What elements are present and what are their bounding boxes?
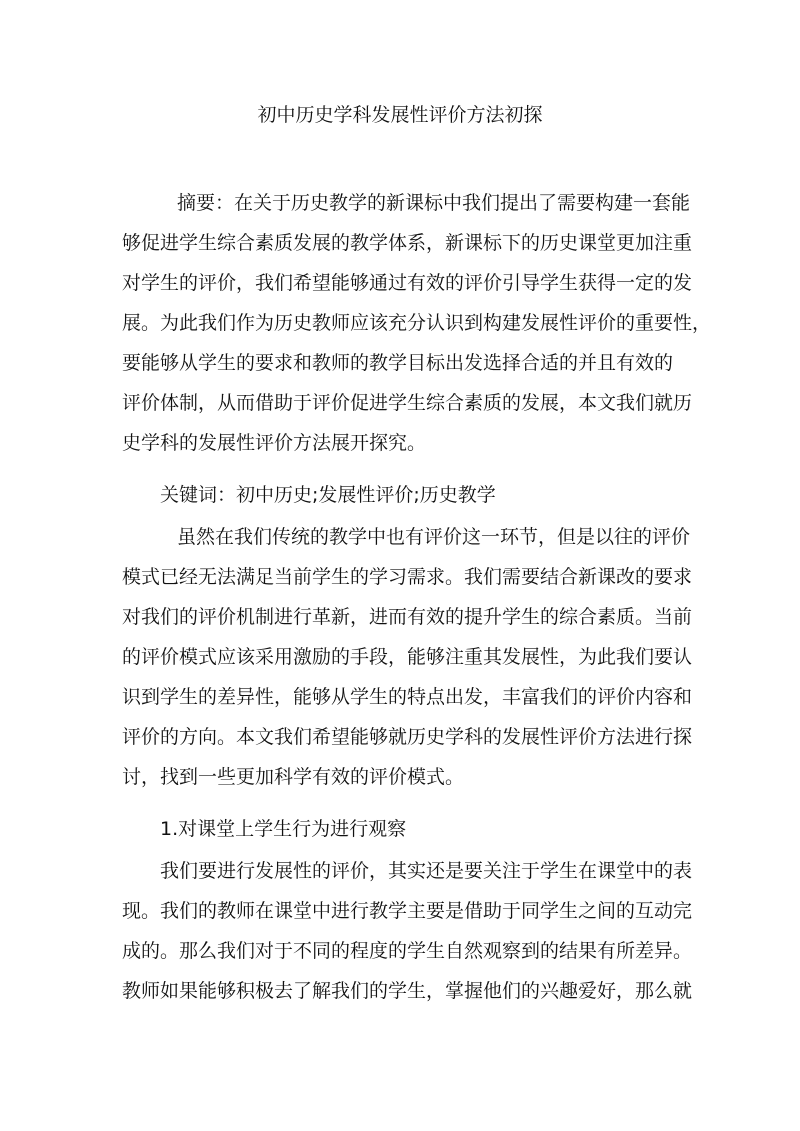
section-heading: 1.对课堂上学生行为进行观察 xyxy=(160,818,407,840)
abstract-line: 够促进学生综合素质发展的教学体系，新课标下的历史课堂更加注重 xyxy=(122,232,693,254)
section1-line: 教师如果能够积极去了解我们的学生，掌握他们的兴趣爱好，那么就 xyxy=(122,980,693,1002)
abstract-line: 评价体制，从而借助于评价促进学生综合素质的发展，本文我们就历 xyxy=(122,392,693,414)
section1-line: 成的。那么我们对于不同的程度的学生自然观察到的结果有所差异。 xyxy=(122,940,693,962)
intro-line: 对我们的评价机制进行革新，进而有效的提升学生的综合素质。当前 xyxy=(122,606,693,628)
keywords-paragraph xyxy=(122,475,682,515)
intro-line: 讨，找到一些更加科学有效的评价模式。 xyxy=(122,766,465,788)
intro-line: 评价的方向。本文我们希望能够就历史学科的发展性评价方法进行探 xyxy=(122,726,693,748)
abstract-line: 展。为此我们作为历史教师应该充分认识到构建发展性评价的重要性， xyxy=(122,312,712,334)
section1-line: 我们要进行发展性的评价，其实还是要关注于学生在课堂中的表 xyxy=(160,860,693,882)
keywords-line: 关键词：初中历史;发展性评价;历史教学 xyxy=(160,484,496,506)
abstract-line: 要能够从学生的要求和教师的教学目标出发选择合适的并且有效的 xyxy=(122,352,674,374)
intro-line: 的评价模式应该采用激励的手段，能够注重其发展性，为此我们要认 xyxy=(122,646,693,668)
intro-line: 虽然在我们传统的教学中也有评价这一环节，但是以往的评价 xyxy=(177,526,691,548)
abstract-paragraph xyxy=(122,183,712,463)
section1-paragraph xyxy=(122,851,693,1011)
intro-paragraph xyxy=(122,517,693,797)
abstract-line: 摘要：在关于历史教学的新课标中我们提出了需要构建一套能 xyxy=(177,192,691,214)
abstract-line: 史学科的发展性评价方法展开探究。 xyxy=(122,432,427,454)
intro-line: 模式已经无法满足当前学生的学习需求。我们需要结合新课改的要求 xyxy=(122,566,693,588)
section1-line: 现。我们的教师在课堂中进行教学主要是借助于同学生之间的互动完 xyxy=(122,900,693,922)
abstract-line: 对学生的评价，我们希望能够通过有效的评价引导学生获得一定的发 xyxy=(122,272,693,294)
section1-heading-block xyxy=(122,809,682,849)
document-title: 初中历史学科发展性评价方法初探 xyxy=(257,104,543,126)
intro-line: 识到学生的差异性，能够从学生的特点出发，丰富我们的评价内容和 xyxy=(122,686,693,708)
